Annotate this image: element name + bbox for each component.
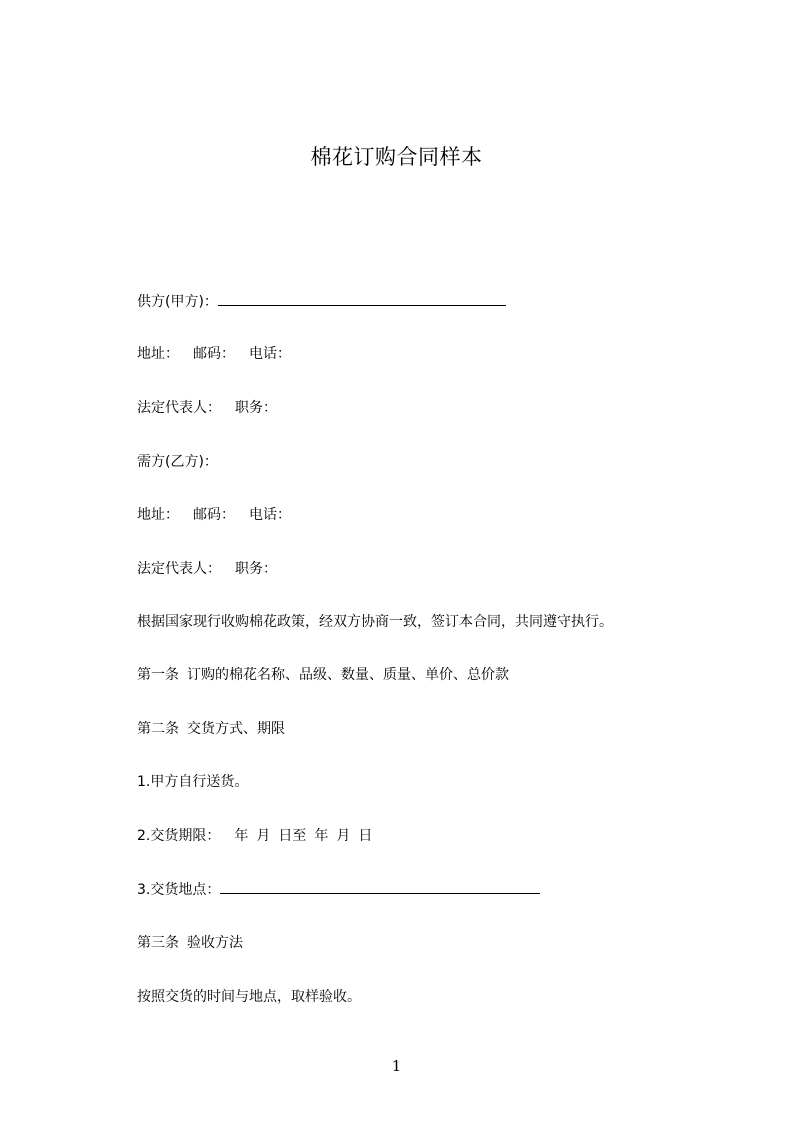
acceptance-paragraph: 按照交货的时间与地点，取样验收。 [137,989,361,1005]
seller-rep-label: 法定代表人： [137,400,221,416]
seller-address-label: 地址： [137,346,179,362]
article-3-number: 第三条 [137,935,179,951]
buyer-phone-label: 电话： [249,507,291,523]
buyer-line [137,452,218,472]
to-day: 日 [358,828,373,844]
buyer-address-label: 地址： [137,507,179,523]
delivery-item-1: 1.甲方自行送货。 [137,774,249,790]
seller-name-blank [218,291,506,306]
to-year: 年 [314,828,329,844]
seller-address-line [137,344,291,364]
buyer-postal-label: 邮码： [193,507,235,523]
seller-phone-label: 电话： [249,346,291,362]
article-3 [137,933,243,953]
seller-postal-label: 邮码： [193,346,235,362]
article-1-number: 第一条 [137,667,179,683]
delivery-term-label: 2.交货期限： [137,828,221,844]
article-1 [137,665,509,685]
buyer-rep-label: 法定代表人： [137,561,221,577]
seller-rep-line [137,398,277,418]
delivery-item-2 [137,826,372,846]
buyer-position-label: 职务： [235,561,277,577]
page-number: 1 [391,1057,402,1075]
from-day: 日至 [278,828,307,844]
seller-label: 供方(甲方)： [137,294,218,310]
document-title: 棉花订购合同样本 [310,145,483,169]
buyer-rep-line [137,559,277,579]
from-year: 年 [234,828,249,844]
preamble-paragraph: 根据国家现行收购棉花政策，经双方协商一致，签订本合同，共同遵守执行。 [137,614,613,630]
article-3-heading: 验收方法 [187,935,243,951]
article-2-number: 第二条 [137,721,179,737]
article-1-heading: 订购的棉花名称、品级、数量、质量、单价、总价款 [187,667,509,683]
buyer-label: 需方(乙方)： [137,454,218,470]
article-2-heading: 交货方式、期限 [187,721,285,737]
delivery-item-3 [137,879,540,900]
seller-position-label: 职务： [235,400,277,416]
delivery-place-blank [220,879,540,894]
to-month: 月 [336,828,351,844]
seller-line [137,291,506,312]
delivery-place-label: 3.交货地点： [137,882,221,898]
article-2 [137,719,285,739]
buyer-address-line [137,505,291,525]
from-month: 月 [256,828,271,844]
